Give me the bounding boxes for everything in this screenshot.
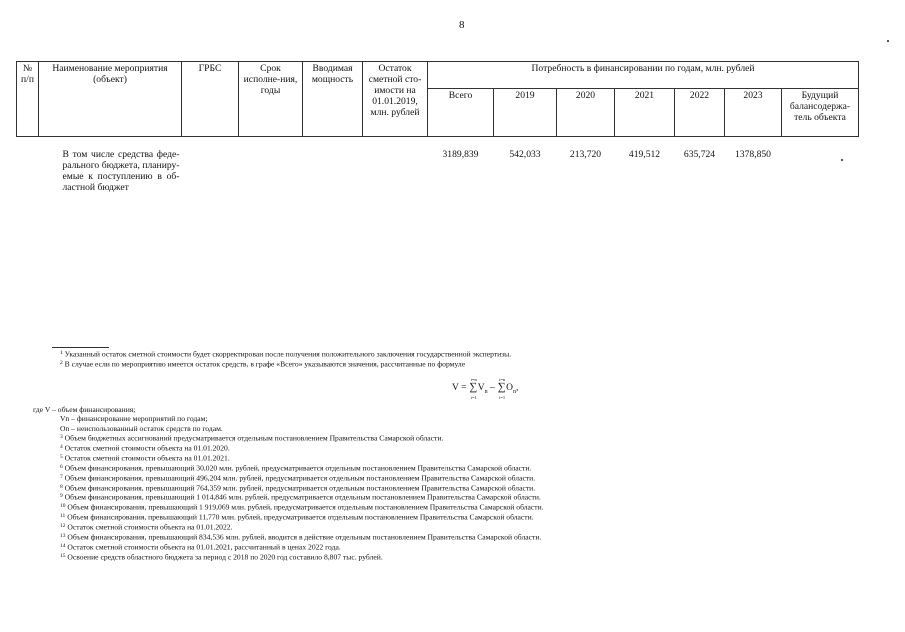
row-2019: 542,033 bbox=[509, 149, 541, 160]
row-total: 3189,839 bbox=[442, 149, 479, 160]
footnote: $^2$ В случае если по мероприятию имеется остаток средств, в графе «Всего» указываются значения, рассчитанные по формуле bbox=[60, 359, 466, 369]
header-need: Потребность в финансировании по годам, млн. рублей bbox=[428, 62, 859, 89]
header-term: Срок исполне-ния, годы bbox=[239, 62, 303, 137]
row-name: В том числе средства феде-рального бюджета, планиру-емые к поступлению в об-ластной бюджет bbox=[62, 149, 180, 193]
row-2020: 213,720 bbox=[569, 149, 602, 160]
footnote: $^8$ Объем финансирования, превышающий 764,359 млн. рублей, предусматривается отдельным постановлением Правительства Самарской области. bbox=[60, 483, 536, 493]
footnotes-bottom bbox=[60, 433, 700, 562]
table-row bbox=[17, 137, 859, 196]
header-2022: 2022 bbox=[675, 89, 725, 137]
header-2020: 2020 bbox=[557, 89, 615, 137]
financing-table bbox=[16, 61, 859, 195]
footnote: $^{15}$ Освоение средств областного бюджета за период с 2018 по 2020 год составило 8,807 тыс. рублей. bbox=[60, 552, 383, 562]
formula-legend: где V – объем финансирования; Vn – финансирование мероприятий по годам; On – неиспользованный остаток средств по годам. bbox=[33, 405, 223, 433]
footnote: $^5$ Остаток сметной стоимости объекта на 01.01.2021. bbox=[60, 453, 230, 463]
header-name: Наименование мероприятия (объект) bbox=[39, 62, 182, 137]
header-capacity: Вводимая мощность bbox=[303, 62, 363, 137]
sum-symbol: i=n ∑ i=1 bbox=[469, 377, 478, 400]
footnote: $^9$ Объем финансирования, превышающий 1 014,846 млн. рублей, предусматривается отдельным постановлением Правительства Самарской области. bbox=[60, 492, 541, 502]
header-total: Всего bbox=[428, 89, 494, 137]
footnotes-top bbox=[60, 349, 700, 369]
footnote: $^{14}$ Остаток сметной стоимости объекта на 01.01.2021, рассчитанный в ценах 2022 года. bbox=[60, 542, 341, 552]
header-2023: 2023 bbox=[725, 89, 782, 137]
footnote-separator bbox=[52, 347, 109, 348]
header-num: № п/п bbox=[17, 62, 39, 137]
row-2022: 635,724 bbox=[683, 149, 716, 160]
header-holder: Будущий балансодержа-тель объекта bbox=[782, 89, 859, 137]
footnote: $^7$ Объем финансирования, превышающий 496,204 млн. рублей, предусматривается отдельным постановлением Правительства Самарской области. bbox=[60, 473, 536, 483]
footnote: $^{12}$ Остаток сметной стоимости объекта на 01.01.2022. bbox=[60, 522, 233, 532]
formula: V = i=n ∑ i=1 $V_n$ – i=n ∑ i=1 $O_n$, bbox=[452, 377, 519, 400]
footnote: $^{13}$ Объем финансирования, превышающий 834,536 млн. рублей, вводится в действие отдельным постановлением Правительства Самарской области. bbox=[60, 532, 542, 542]
row-2021: 419,512 bbox=[628, 149, 661, 160]
footnote: $^4$ Остаток сметной стоимости объекта на 01.01.2020. bbox=[60, 443, 230, 453]
sum-symbol: i=n ∑ i=1 bbox=[497, 377, 506, 400]
footnote: $^{11}$ Объем финансирования, превышающий 11,770 млн. рублей, предусматривается отдельным постановлением Правительства Самарской области. bbox=[60, 512, 534, 522]
footnote: $^{10}$ Объем финансирования, превышающий 1 919,069 млн. рублей, предусматривается отдельным постановлением Правительства Самарской области. bbox=[60, 502, 544, 512]
header-grbs: ГРБС bbox=[182, 62, 239, 137]
scan-dot bbox=[887, 40, 889, 42]
header-remainder: Остаток сметной сто-имости на 01.01.2019, млн. рублей bbox=[363, 62, 428, 137]
footnote: $^3$ Объем бюджетных ассигнований предусматривается отдельным постановлением Правительства Самарской области. bbox=[60, 433, 444, 443]
header-2019: 2019 bbox=[494, 89, 557, 137]
header-2021: 2021 bbox=[615, 89, 675, 137]
page-number: 8 bbox=[459, 19, 465, 31]
footnote: $^6$ Объем финансирования, превышающий 30,020 млн. рублей, предусматривается отдельным постановлением Правительства Самарской области. bbox=[60, 463, 532, 473]
footnote: $^1$ Указанный остаток сметной стоимости будет скорректирован после получения положительного заключения государственной экспертизы. bbox=[60, 349, 512, 359]
row-2023: 1378,850 bbox=[735, 149, 771, 160]
